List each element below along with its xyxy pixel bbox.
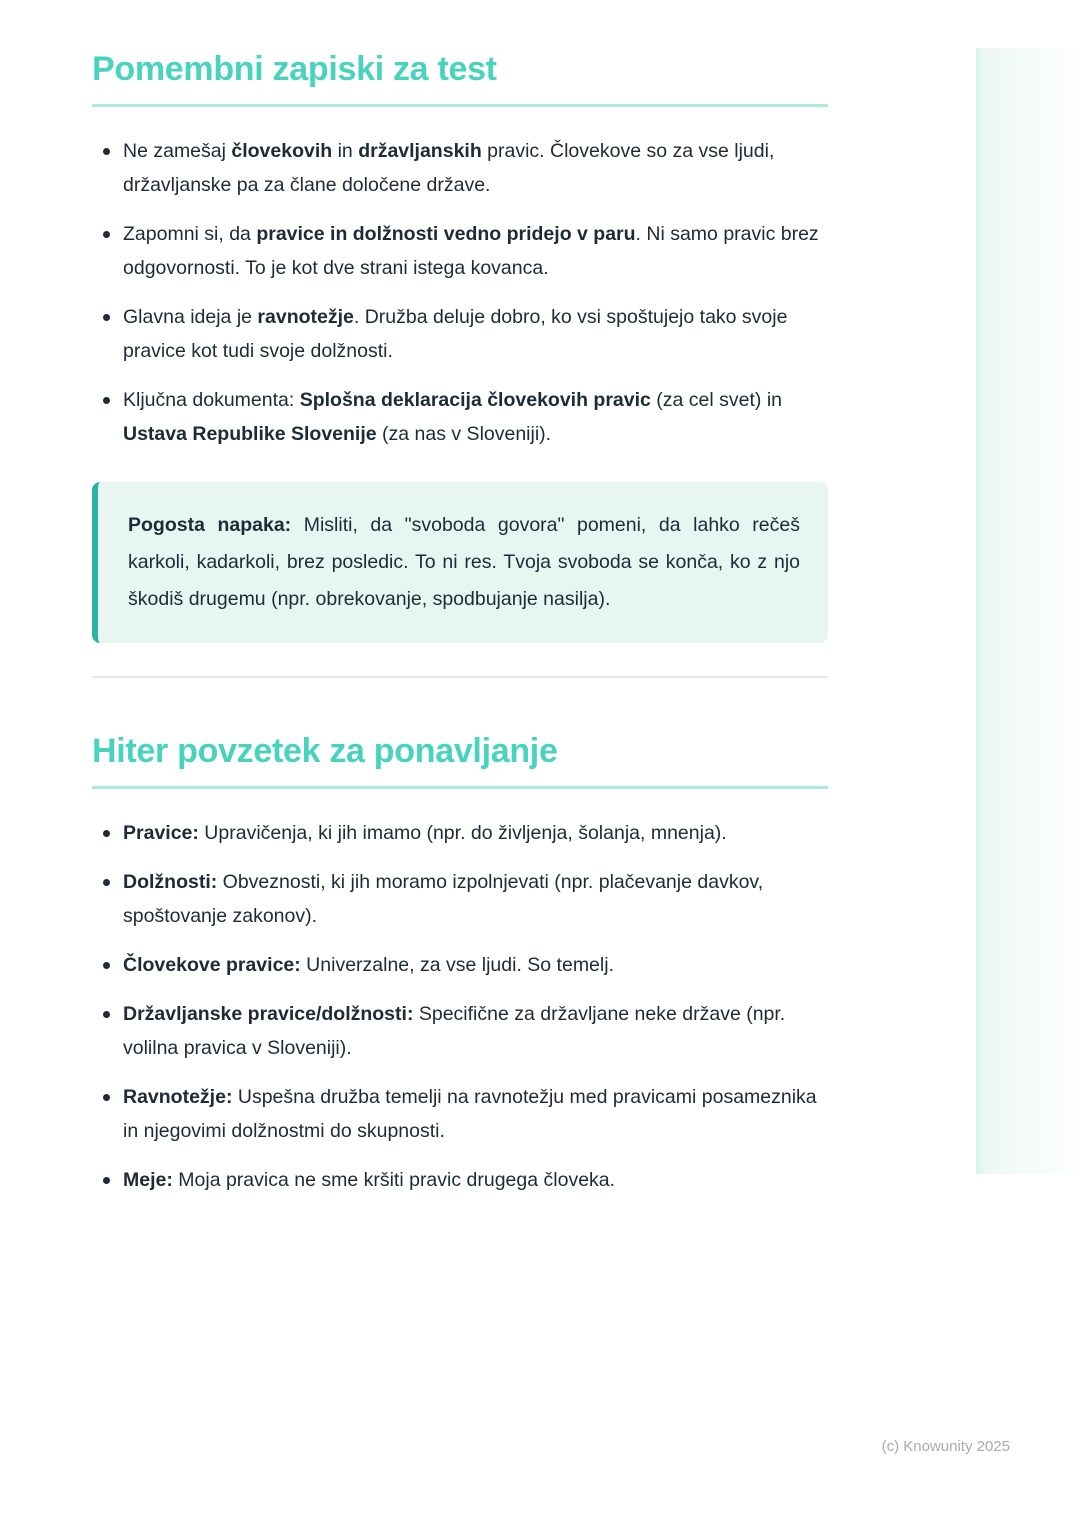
text-segment: Univerzalne, za vse ljudi. So temelj. bbox=[300, 954, 614, 976]
copyright-footer: (c) Knowunity 2025 bbox=[881, 1438, 1010, 1455]
text-segment: Splošna deklaracija človekovih pravic bbox=[299, 389, 651, 411]
list-item bbox=[92, 134, 828, 202]
list-item bbox=[92, 1163, 828, 1197]
text-segment: Ravnotežje: bbox=[123, 1086, 233, 1108]
list-item bbox=[92, 997, 828, 1065]
text-segment: Zapomni si, da bbox=[123, 223, 257, 245]
text-segment: Pravice: bbox=[123, 822, 199, 844]
text-segment: Obveznosti, ki jih moramo izpolnjevati (npr. plačevanje davkov, spoštovanje zakonov). bbox=[123, 871, 764, 927]
list-item bbox=[92, 217, 828, 285]
text-segment: Misliti, da "svoboda govora" pomeni, da lahko rečeš karkoli, kadarkoli, brez posledic. To ni res. Tvoja svoboda se konča, ko z njo škodiš drugemu (npr. obrekovanje, spodbujanje nasilja). bbox=[128, 514, 800, 610]
text-segment: Pogosta napaka: bbox=[128, 514, 292, 536]
text-segment: in bbox=[332, 140, 359, 162]
text-segment: pravice in dolžnosti vedno pridejo v paru bbox=[256, 223, 636, 245]
summary-list bbox=[92, 816, 828, 1197]
list-item bbox=[92, 1080, 828, 1148]
text-segment: Moja pravica ne sme kršiti pravic drugega človeka. bbox=[172, 1169, 616, 1191]
list-item bbox=[92, 865, 828, 933]
list-item bbox=[92, 948, 828, 982]
section-quick-summary bbox=[92, 728, 828, 1197]
notes-list bbox=[92, 134, 828, 451]
text-segment: Ne zamešaj bbox=[123, 140, 232, 162]
content-column bbox=[92, 46, 828, 1212]
section-notes-for-test bbox=[92, 46, 828, 643]
text-segment: Ključna dokumenta: bbox=[123, 389, 300, 411]
text-segment: Uspešna družba temelji na ravnotežju med pravicami posameznika in njegovimi dolžnostmi do skupnosti. bbox=[123, 1086, 817, 1142]
text-segment: pravic. Človekove so za vse ljudi, državljanske pa za člane določene države. bbox=[123, 140, 775, 196]
text-segment: (za nas v Sloveniji). bbox=[376, 423, 552, 445]
text-segment: Specifične za državljane neke države (npr. volilna pravica v Sloveniji). bbox=[123, 1003, 786, 1059]
text-segment: ravnotežje bbox=[257, 306, 354, 328]
section-title-summary: Hiter povzetek za ponavljanje bbox=[92, 728, 828, 789]
section-title-notes: Pomembni zapiski za test bbox=[92, 46, 828, 107]
text-segment: Ustava Republike Slovenije bbox=[123, 423, 377, 445]
text-segment: Upravičenja, ki jih imamo (npr. do življenja, šolanja, mnenja). bbox=[198, 822, 727, 844]
common-mistake-callout bbox=[92, 482, 828, 643]
text-segment: Meje: bbox=[123, 1169, 173, 1191]
text-segment: Glavna ideja je bbox=[123, 306, 258, 328]
list-item bbox=[92, 816, 828, 850]
list-item bbox=[92, 383, 828, 451]
text-segment: Dolžnosti: bbox=[123, 871, 218, 893]
section-divider bbox=[92, 676, 828, 678]
page-edge-decoration bbox=[976, 48, 1080, 1174]
text-segment: človekovih bbox=[231, 140, 333, 162]
text-segment: Človekove pravice: bbox=[123, 954, 301, 976]
text-segment: Državljanske pravice/dolžnosti: bbox=[123, 1003, 414, 1025]
list-item bbox=[92, 300, 828, 368]
text-segment: državljanskih bbox=[358, 140, 482, 162]
text-segment: . Družba deluje dobro, ko vsi spoštujejo tako svoje pravice kot tudi svoje dolžnosti. bbox=[123, 306, 788, 362]
text-segment: . Ni samo pravic brez odgovornosti. To je kot dve strani istega kovanca. bbox=[123, 223, 819, 279]
text-segment: (za cel svet) in bbox=[650, 389, 782, 411]
